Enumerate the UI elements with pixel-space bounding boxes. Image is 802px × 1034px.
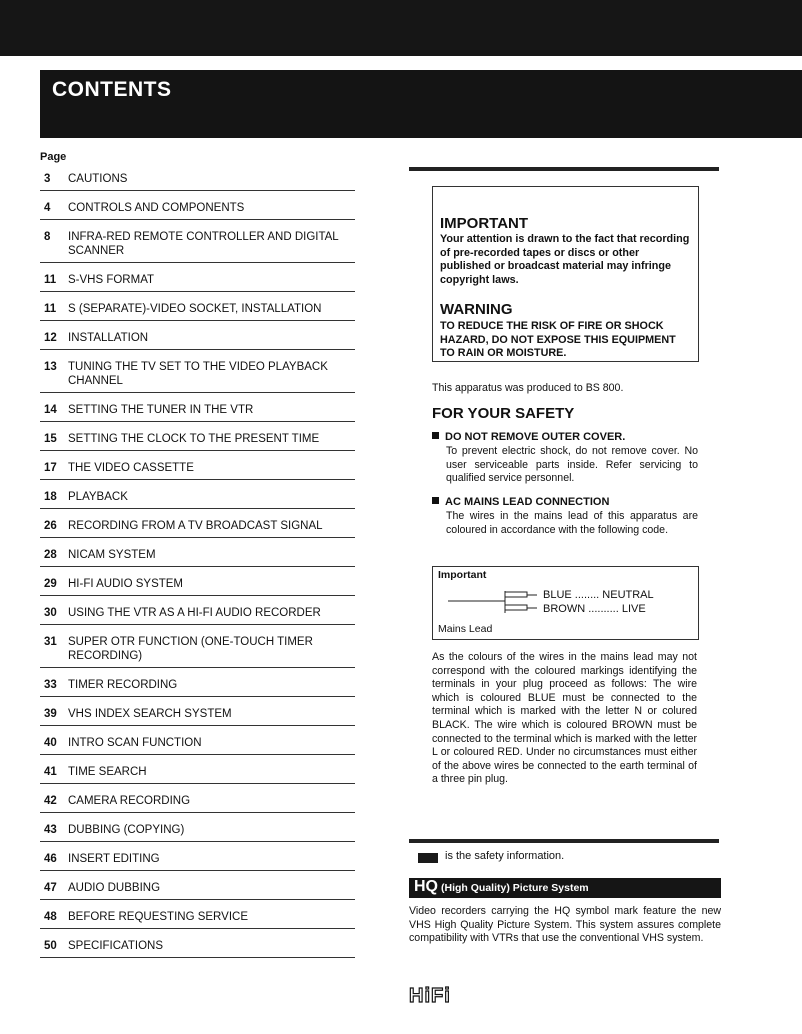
toc-title: SPECIFICATIONS [68,940,163,952]
toc-entry [40,823,355,842]
diagram-label: Important [438,569,487,581]
toc-page-number: 46 [44,853,57,865]
safety-legend-text: is the safety information. [445,850,565,862]
important-heading: IMPORTANT [440,215,529,232]
toc-entry [40,331,355,350]
toc-title: NICAM SYSTEM [68,549,156,561]
toc-title: USING THE VTR AS A HI-FI AUDIO RECORDER [68,607,321,619]
toc-title: SUPER OTR FUNCTION (ONE-TOUCH TIMER RECORDING) [68,636,313,662]
toc-page-number: 43 [44,824,57,836]
safety-panel [409,167,719,843]
toc-entry [40,461,355,480]
toc-title: S-VHS FORMAT [68,274,155,286]
hq-title: (High Quality) Picture System [441,882,589,894]
hq-description: Video recorders carrying the HQ symbol mark feature the new VHS High Quality Picture System. This system assures complete compatibility with VTRs that use the conventional VHS system. [409,905,721,945]
wiring-instructions: As the colours of the wires in the mains lead may not correspond with the coloured markings identifying the terminals in your plug proceed as follows: The wire which is coloured BLUE must be connected to the terminal which is marked with the letter N or colured BLACK. The wire which is coloured BROWN must be connected to the terminal which is marked with the letter L or coloured RED. Under no circumstances must either of the above wires be connected to the earth terminal of a three pin plug. [432,651,697,786]
toc-entry [40,519,355,538]
warning-text: TO REDUCE THE RISK OF FIRE OR SHOCK HAZARD, DO NOT EXPOSE THIS EQUIPMENT TO RAIN OR MOISTURE. [440,320,676,359]
toc-page-number: 4 [44,202,51,214]
safety-heading: FOR YOUR SAFETY [432,405,575,422]
hq-title-bar [409,878,721,898]
title-bar [40,70,802,138]
toc-entry [40,635,355,668]
bullet-square-icon [432,497,439,504]
toc-entry [40,360,355,393]
toc-title: PLAYBACK [68,491,128,503]
toc-page-number: 8 [44,231,51,243]
toc-entry [40,678,355,697]
toc-entry [40,273,355,292]
toc-title: INFRA-RED REMOTE CONTROLLER AND DIGITAL SCANNER [68,231,339,257]
toc-entry [40,765,355,784]
toc-title: SETTING THE TUNER IN THE VTR [68,404,254,416]
toc-title: INTRO SCAN FUNCTION [68,737,202,749]
toc-title: AUDIO DUBBING [68,882,161,894]
toc-page-number: 39 [44,708,57,720]
toc-page-number: 41 [44,766,57,778]
toc-title: BEFORE REQUESTING SERVICE [68,911,248,923]
toc-title: S (SEPARATE)-VIDEO SOCKET, INSTALLATION [68,303,322,315]
toc-title: DUBBING (COPYING) [68,824,185,836]
toc-entry [40,230,355,263]
toc-page-number: 31 [44,636,57,648]
toc-entry [40,432,355,451]
toc-page-number: 3 [44,173,51,185]
plug-lead-icon [433,585,553,621]
top-black-bar [0,0,802,56]
toc-title: CONTROLS AND COMPONENTS [68,202,245,214]
cover-warning-text: To prevent electric shock, do not remove cover. No user serviceable parts inside. Refer servicing to qualified service personnel. [446,445,698,484]
toc-title: CAUTIONS [68,173,128,185]
toc-page-number: 11 [44,274,57,286]
warning-heading: WARNING [440,301,513,318]
toc-page-number: 17 [44,462,57,474]
toc-page-number: 40 [44,737,57,749]
toc-title: SETTING THE CLOCK TO THE PRESENT TIME [68,433,320,445]
bs-standard-line: This apparatus was produced to BS 800. [432,382,624,394]
hifi-logo: HiFi [409,985,451,1007]
blue-wire-label: BLUE ........ NEUTRAL [543,589,654,601]
toc-page-number: 26 [44,520,57,532]
toc-page-number: 15 [44,433,57,445]
toc-title: INSERT EDITING [68,853,160,865]
toc-entry [40,490,355,509]
mains-lead-label: Mains Lead [438,623,493,635]
toc-title: VHS INDEX SEARCH SYSTEM [68,708,232,720]
toc-entry [40,577,355,596]
toc-entry [40,606,355,625]
toc-title: TIMER RECORDING [68,679,178,691]
toc-page-number: 12 [44,332,57,344]
hq-logo: HQ [414,878,438,895]
toc-entry [40,910,355,929]
toc-page-number: 50 [44,940,57,952]
toc-page-number: 33 [44,679,57,691]
cover-warning-title: DO NOT REMOVE OUTER COVER. [432,431,625,443]
important-text: Your attention is drawn to the fact that recording of pre-recorded tapes or discs or other published or broadcast material may infringe copyright laws. [440,233,690,286]
toc-page-number: 47 [44,882,57,894]
important-warning-box [432,186,699,362]
toc-entry [40,881,355,900]
safety-legend-swatch [418,853,438,863]
toc-entry [40,794,355,813]
toc-title: RECORDING FROM A TV BROADCAST SIGNAL [68,520,323,532]
toc-entry [40,548,355,567]
toc-page-number: 28 [44,549,57,561]
toc-title: HI-FI AUDIO SYSTEM [68,578,184,590]
toc-entry [40,172,355,191]
toc-title: TIME SEARCH [68,766,147,778]
toc-entry [40,736,355,755]
toc-page-number: 11 [44,303,57,315]
toc-page-label: Page [40,151,67,163]
mains-lead-text: The wires in the mains lead of this apparatus are coloured in accordance with the following code. [446,510,698,536]
toc-title: CAMERA RECORDING [68,795,191,807]
bullet-square-icon [432,432,439,439]
toc-page-number: 29 [44,578,57,590]
toc-title: THE VIDEO CASSETTE [68,462,194,474]
toc-page-number: 48 [44,911,57,923]
toc-page-number: 42 [44,795,57,807]
toc-entry [40,939,355,958]
toc-entry [40,852,355,871]
toc-title: INSTALLATION [68,332,149,344]
toc-page-number: 30 [44,607,57,619]
brown-wire-label: BROWN .......... LIVE [543,603,646,615]
toc-title: TUNING THE TV SET TO THE VIDEO PLAYBACK CHANNEL [68,361,328,387]
wire-code-diagram [432,566,699,640]
toc-entry [40,201,355,220]
toc-entry [40,302,355,321]
toc-page-number: 14 [44,404,57,416]
toc-page-number: 13 [44,361,57,373]
toc-page-number: 18 [44,491,57,503]
mains-lead-title: AC MAINS LEAD CONNECTION [432,496,609,508]
page-title: CONTENTS [52,78,172,101]
toc-entry [40,403,355,422]
toc-entry [40,707,355,726]
